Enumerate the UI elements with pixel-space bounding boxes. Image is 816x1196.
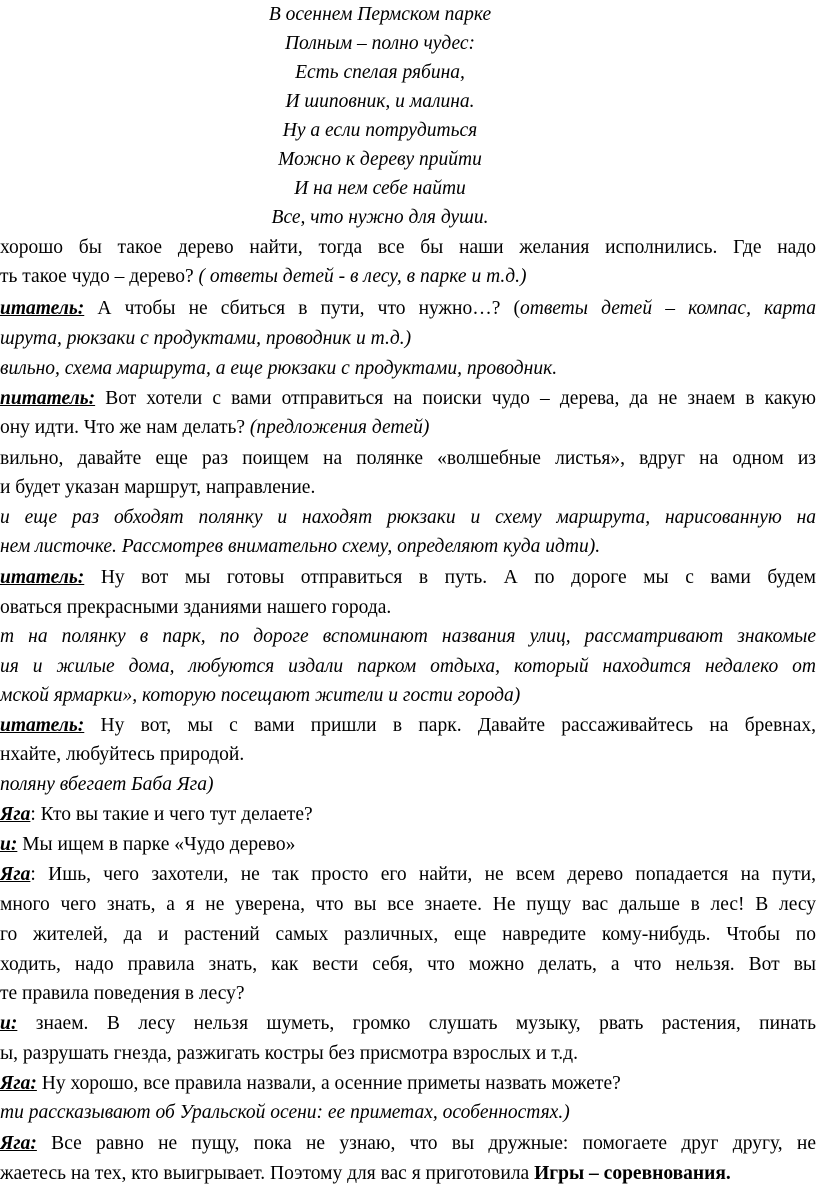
body-line-3	[0, 294, 816, 324]
body-text: жаетесь на тех, кто выигрывает. Поэтому для вас я приготовила	[0, 1163, 535, 1184]
body-line-1: хорошо бы такое дерево найти, тогда все бы наши желания исполнились. Где надо	[0, 237, 816, 258]
children-answers: ( ответы детей - в лесу, в парке и т.д.)	[198, 266, 527, 287]
body-text: А чтобы не сбиться в пути, что нужно…? (	[84, 298, 520, 319]
body-text: Вот хотели с вами отправиться на поиски чудо – дерева, да не знаем в какую	[95, 388, 816, 409]
body-line-9: и будет указан маршрут, направление.	[0, 477, 316, 498]
body-line-28: ы, разрушать гнезда, разжигать костры без присмотра взрослых и т.д.	[0, 1043, 578, 1064]
body-text: знаем. В лесу нельзя шуметь, громко слушать музыку, рвать растения, пинать	[17, 1013, 816, 1034]
body-line-20	[0, 800, 816, 830]
body-line-32	[0, 1159, 816, 1189]
poem-line-5: Ну а если потрудиться	[282, 120, 478, 141]
poem-line-4: И шиповник, и малина.	[285, 91, 475, 112]
speaker-label: итатель:	[0, 715, 85, 736]
body-line-30: ти рассказывают об Уральской осени: ее приметах, особенностях.)	[0, 1102, 570, 1123]
body-line-7	[0, 413, 816, 443]
body-line-22	[0, 860, 816, 890]
body-line-13: оваться прекрасными зданиями нашего города.	[0, 597, 392, 618]
speaker-label: и:	[0, 1013, 18, 1034]
poem-line-7: И на нем себе найти	[294, 178, 466, 199]
speaker-label: питатель:	[0, 388, 96, 409]
body-line-4: шрута, рюкзаки с продуктами, проводник и т.д.)	[0, 328, 412, 349]
body-line-19: поляну вбегает Баба Яга)	[0, 774, 214, 795]
speaker-label: итатель:	[0, 567, 85, 588]
poem-line-2: Полным – полно чудес:	[284, 33, 476, 54]
body-line-14: т на полянку в парк, по дороге вспоминают названия улиц, рассматривают знакомые	[0, 626, 816, 647]
body-text: : Кто вы такие и чего тут делаете?	[30, 804, 313, 825]
body-line-31	[0, 1129, 816, 1159]
poem-line-3: Есть спелая рябина,	[295, 62, 465, 83]
poem-line-1: В осеннем Пермском парке	[268, 4, 492, 25]
speaker-label: Яга:	[0, 1073, 37, 1094]
body-line-17	[0, 711, 816, 741]
body-text: ть такое чудо – дерево?	[0, 266, 199, 287]
body-line-2	[0, 262, 816, 292]
speaker-label: итатель:	[0, 298, 85, 319]
body-line-23: много чего знать, а я не уверена, что вы все знаете. Не пущу вас дальше в лес! В лесу	[0, 894, 816, 915]
body-text: Мы ищем в парке «Чудо дерево»	[17, 834, 296, 855]
body-text: ону идти. Что же нам делать?	[0, 417, 250, 438]
body-line-26: те правила поведения в лесу?	[0, 983, 245, 1004]
body-line-24: го жителей, да и растений самых различных, еще навредите кому-нибудь. Чтобы по	[0, 924, 816, 945]
body-text: Ну вот, мы с вами пришли в парк. Давайте рассаживайтесь на бревнах,	[84, 715, 816, 736]
poem-line-8: Все, что нужно для души.	[271, 207, 489, 228]
body-line-10: и еще раз обходят полянку и находят рюкзаки и схему маршрута, нарисованную на	[0, 507, 816, 528]
body-line-11: нем листочке. Рассмотрев внимательно схему, определяют куда идти).	[0, 536, 601, 557]
body-text: Все равно не пущу, пока не узнаю, что вы дружные: помогаете друг другу, не	[36, 1133, 816, 1154]
speaker-label: и:	[0, 834, 18, 855]
speaker-label: Яга:	[0, 1133, 37, 1154]
speaker-label: Яга	[0, 864, 31, 885]
body-line-25: ходить, надо правила знать, как вести себя, что можно делать, а что нельзя. Вот вы	[0, 954, 816, 975]
speaker-label: Яга	[0, 804, 31, 825]
children-suggestions: (предложения детей)	[249, 417, 430, 438]
body-line-12	[0, 563, 816, 593]
body-text: : Ишь, чего захотели, не так просто его найти, не всем дерево попадается на пути,	[30, 864, 816, 885]
body-line-6	[0, 384, 816, 414]
body-line-5: вильно, схема маршрута, а еще рюкзаки с продуктами, проводник.	[0, 358, 558, 379]
body-line-27	[0, 1009, 816, 1039]
body-text: Ну вот мы готовы отправиться в путь. А по дороге мы с вами будем	[84, 567, 816, 588]
body-text: Ну хорошо, все правила назвали, а осенние приметы назвать можете?	[36, 1073, 621, 1094]
body-line-15: ия и жилые дома, любуются издали парком отдыха, который находится недалеко от	[0, 656, 816, 677]
body-line-16: мской ярмарки», которую посещают жители и гости города)	[0, 685, 521, 706]
body-line-21	[0, 830, 816, 860]
children-answers: ответы детей – компас, карта	[519, 298, 816, 319]
games-heading: Игры – соревнования.	[534, 1163, 731, 1184]
body-line-29	[0, 1069, 816, 1099]
poem-line-6: Можно к дереву прийти	[278, 149, 482, 170]
body-line-8: вильно, давайте еще раз поищем на полянке «волшебные листья», вдруг на одном из	[0, 448, 816, 469]
body-line-18: нхайте, любуйтесь природой.	[0, 744, 245, 765]
